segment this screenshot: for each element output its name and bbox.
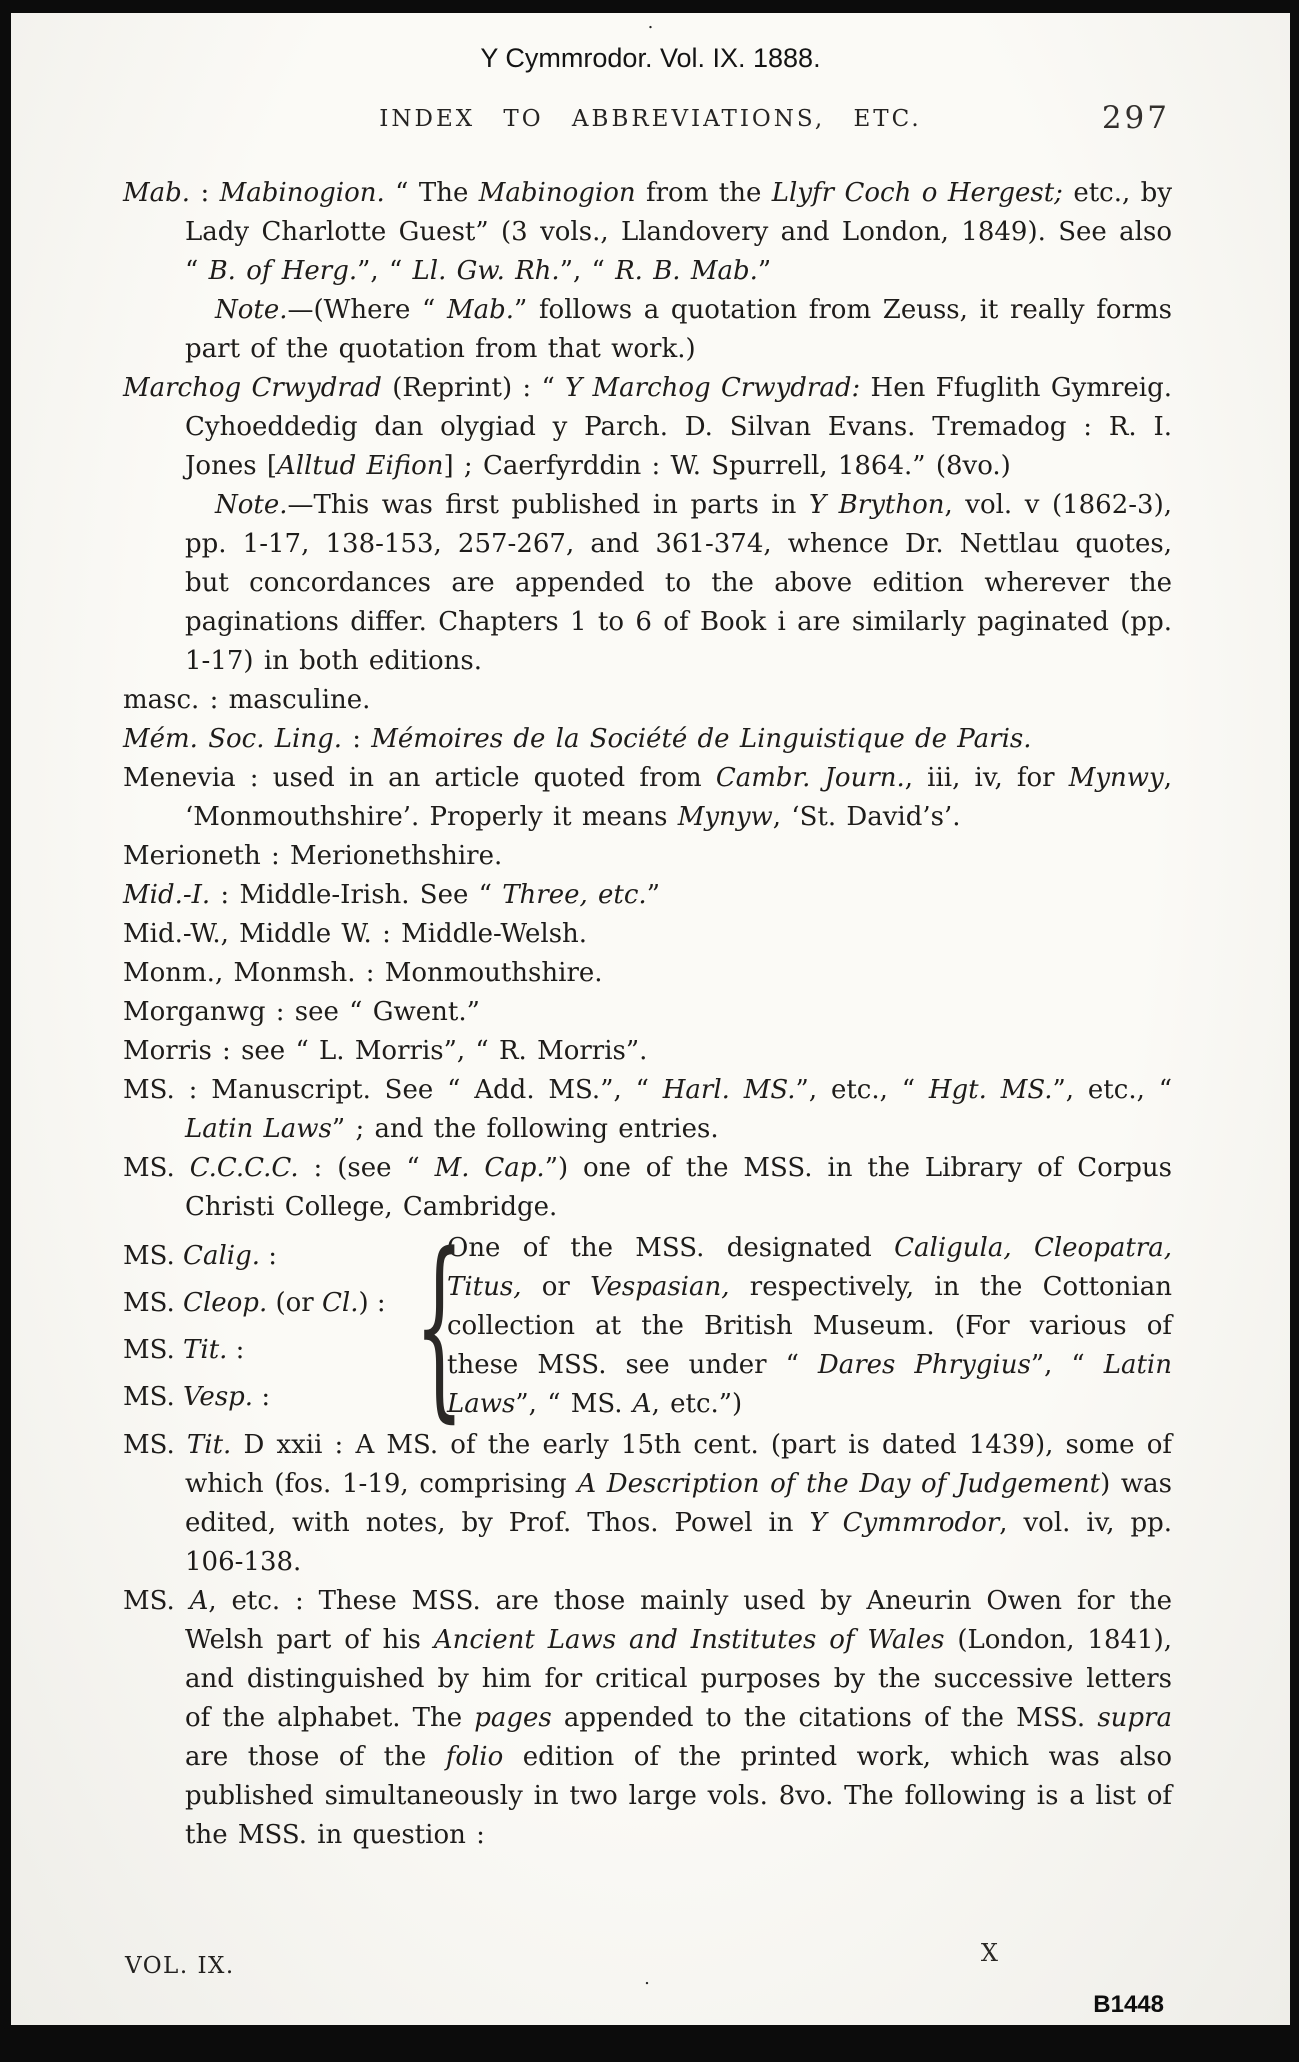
text-segment: , ‘Monmouthshire’. Properly it means [185,763,1172,832]
text-segment: ”) one of the MSS. in the Library of Corpus Christi College, Cambridge. [185,1153,1172,1222]
index-entry [123,1582,1172,1855]
text-segment: Ancient Laws and Institutes of Wales [433,1625,945,1655]
brace-icon: { [414,1211,465,1440]
text-segment: M. Cap. [434,1153,545,1183]
scan-mark-bottom: . [644,1968,650,1989]
text-segment: , etc. : These MSS. are those mainly used by Aneurin Owen for the Welsh part of his [185,1586,1172,1655]
index-entry [123,1426,1172,1582]
note-paragraph [123,291,1172,369]
text-segment: Mid.-I. [123,880,211,910]
text-segment: Y Cymmrodor [809,1508,1000,1538]
text-segment: ] ; Caerfyrddin : W. Spurrell, 1864.” (8vo.) [443,451,1011,481]
text-segment: from the [635,178,772,208]
text-segment: One of the MSS. designated [447,1233,895,1263]
text-segment: MS. [123,1287,184,1318]
text-segment: Merioneth : Merionethshire. [123,841,503,871]
text-segment: Vesp. [183,1381,254,1412]
text-segment: MS. [123,1430,187,1460]
text-segment: Vespasian, [590,1272,730,1302]
text-segment: A Description of the Day of Judgement [577,1469,1101,1499]
text-segment: D xxii : A MS. of the early 15th cent. (part is dated 1439), some of which (fos. 1-19, comprising [185,1430,1172,1499]
text-segment: Y Marchog Crwydrad: [565,373,861,403]
text-segment: Tit. [186,1430,232,1460]
text-segment: etc., by Lady Charlotte Guest” (3 vols., Llandovery and London, 1849). See also “ [185,178,1173,286]
text-segment: Hen Ffuglith Gymreig. Cyhoeddedig dan olygiad y Parch. D. Silvan Evans. Tremadog : R. I. Jones [ [185,373,1172,481]
text-segment: : [227,1334,245,1365]
text-segment: Ll. Gw. Rh. [412,256,560,286]
page-title: INDEX TO ABBREVIATIONS, ETC. [379,106,922,132]
volume-label: VOL. IX. [125,1953,235,1979]
text-segment: Mém. Soc. Ling. [123,724,342,754]
text-segment: Caligula, Cleopatra, Titus, [447,1233,1173,1302]
text-segment: Mémoires de la Société de Linguistique de Paris. [371,724,1032,754]
manuscript-label [123,1374,405,1421]
text-segment: ” follows a quotation from Zeuss, it really forms part of the quotation from that work.) [185,295,1172,364]
text-segment: R. B. Mab. [615,256,758,286]
index-entry [123,759,1172,837]
text-segment: A [189,1586,209,1616]
text-segment: respectively, in the Cottonian collection at the British Museum. (For various of these MSS. see under “ [447,1272,1172,1380]
index-entries [11,174,1290,1855]
text-segment: ”, etc., “ [1052,1075,1172,1105]
text-segment: Mynwy [1068,763,1164,793]
text-segment: Alltud Eifion [276,451,444,481]
braced-group [123,1211,1173,1440]
text-segment: Cleop. [183,1287,268,1318]
text-segment: appended to the citations of the MSS. [551,1703,1098,1733]
manuscript-label [123,1327,405,1374]
page-header [11,100,1290,140]
text-segment: A [632,1389,652,1419]
text-segment: Mab. [123,178,191,208]
page-number: 297 [1101,100,1170,136]
index-entry [123,954,1172,993]
text-segment: B. of Herg. [208,256,358,286]
text-segment: ”, “ [357,256,413,286]
text-segment: folio [445,1742,504,1772]
text-segment: C.C.C.C. [189,1153,299,1183]
text-segment: Three, etc. [502,880,647,910]
text-segment: ”, “ [1030,1350,1104,1380]
text-segment: MS. [123,1153,190,1183]
text-segment: : Middle-Irish. See “ [210,880,503,910]
text-segment: Marchog Crwydrad [123,373,382,403]
text-segment: ” [757,256,772,286]
text-segment: Menevia : used in an article quoted from [123,763,716,793]
text-segment: Morris : see “ L. Morris”, “ R. Morris”. [123,1036,648,1066]
text-segment: MS. [123,1240,184,1271]
text-segment: Harl. MS. [662,1075,796,1105]
scanned-page [11,13,1290,2025]
brace-labels [123,1233,405,1421]
text-segment: Tit. [183,1334,228,1365]
scan-mark-top: . [647,12,654,33]
index-entry [123,837,1172,876]
index-entry [123,876,1172,915]
text-segment: Mab. [446,295,514,325]
index-entry [123,681,1172,720]
text-segment: ”, etc., “ [795,1075,929,1105]
text-segment: —(Where “ [287,295,447,325]
text-segment: ”, “ MS. [515,1389,633,1419]
text-segment: , ‘St. David’s’. [772,802,961,832]
signature-mark: X [980,1939,998,1967]
text-segment: MS. [123,1381,184,1412]
text-segment: or [521,1272,591,1302]
text-segment: “ The [384,178,479,208]
text-segment: : [190,178,220,208]
stamp-code: B1448 [1093,1991,1164,2018]
text-segment: Llyfr Coch o Hergest; [771,178,1063,208]
text-segment: : (see “ [298,1153,435,1183]
text-segment: Cambr. Journ. [715,763,905,793]
text-segment: Latin Laws [447,1350,1172,1419]
index-entry [123,174,1172,291]
text-segment: —This was first published in parts in [287,490,809,520]
index-entry [123,993,1172,1032]
text-segment: : [341,724,372,754]
text-segment: MS. [123,1334,184,1365]
text-segment: (Reprint) : “ [381,373,566,403]
manuscript-label [123,1280,405,1327]
text-segment: Calig. [183,1240,260,1271]
text-segment: pages [474,1703,552,1733]
text-segment: ) was edited, with notes, by Prof. Thos. Powel in [185,1469,1172,1538]
index-entry [123,1032,1172,1071]
index-entry [123,369,1172,486]
text-segment: ”, “ [559,256,616,286]
manuscript-label [123,1233,405,1280]
brace-description [447,1229,1172,1424]
text-segment: : [253,1381,271,1412]
text-segment: Monm., Monmsh. : Monmouthshire. [123,958,603,988]
text-segment: edition of the printed work, which was also published simultaneously in two large vols. 8vo. The following is a list of the MSS. in question : [185,1742,1173,1850]
text-segment: Cl. [321,1287,359,1318]
page-footer [11,1913,1290,2025]
text-segment: : [259,1240,278,1271]
text-segment: (London, 1841), and distinguished by him for critical purposes by the successive letters of the alphabet. The [185,1625,1172,1733]
text-segment: are those of the [185,1742,446,1772]
text-segment: Morganwg : see “ Gwent.” [123,997,480,1027]
text-segment: , vol. v (1862-3), pp. 1-17, 138-153, 257-267, and 361-374, whence Dr. Nettlau quotes, but concordances are appended to the above edition wherever the paginations differ. Chapters 1 to 6 of Book i are similarly paginated (pp. 1-17) in both editions. [185,490,1172,676]
text-segment: masc. : masculine. [123,685,371,715]
text-segment: Y Brython [808,490,945,520]
text-segment: (or [267,1287,322,1318]
text-segment: ) : [358,1287,386,1318]
journal-title: Y Cymmrodor. Vol. IX. 1888. [480,43,821,73]
text-segment: , etc.”) [651,1389,743,1419]
text-segment: Note. [215,490,288,520]
text-segment: Mynyw [677,802,773,832]
text-segment: Hgt. MS. [928,1075,1053,1105]
text-segment: supra [1097,1703,1172,1733]
index-entry [123,1071,1172,1149]
text-segment: Mabinogion. [219,178,385,208]
text-segment: Mid.-W., Middle W. : Middle-Welsh. [123,919,588,949]
text-segment: , iii, iv, for [904,763,1069,793]
text-segment: , vol. iv, pp. 106-138. [185,1508,1172,1577]
text-segment: ” ; and the following entries. [331,1114,719,1144]
text-segment: MS. [123,1586,190,1616]
note-paragraph [123,486,1172,681]
text-segment: Latin Laws [185,1114,332,1144]
text-segment: ” [646,880,660,910]
text-segment: Dares Phrygius [817,1350,1031,1380]
text-segment: Mabinogion [478,178,636,208]
text-segment: MS. : Manuscript. See “ Add. MS.”, “ [123,1075,663,1105]
text-segment: Note. [215,295,288,325]
index-entry [123,720,1172,759]
index-entry [123,1149,1172,1227]
index-entry [123,915,1172,954]
